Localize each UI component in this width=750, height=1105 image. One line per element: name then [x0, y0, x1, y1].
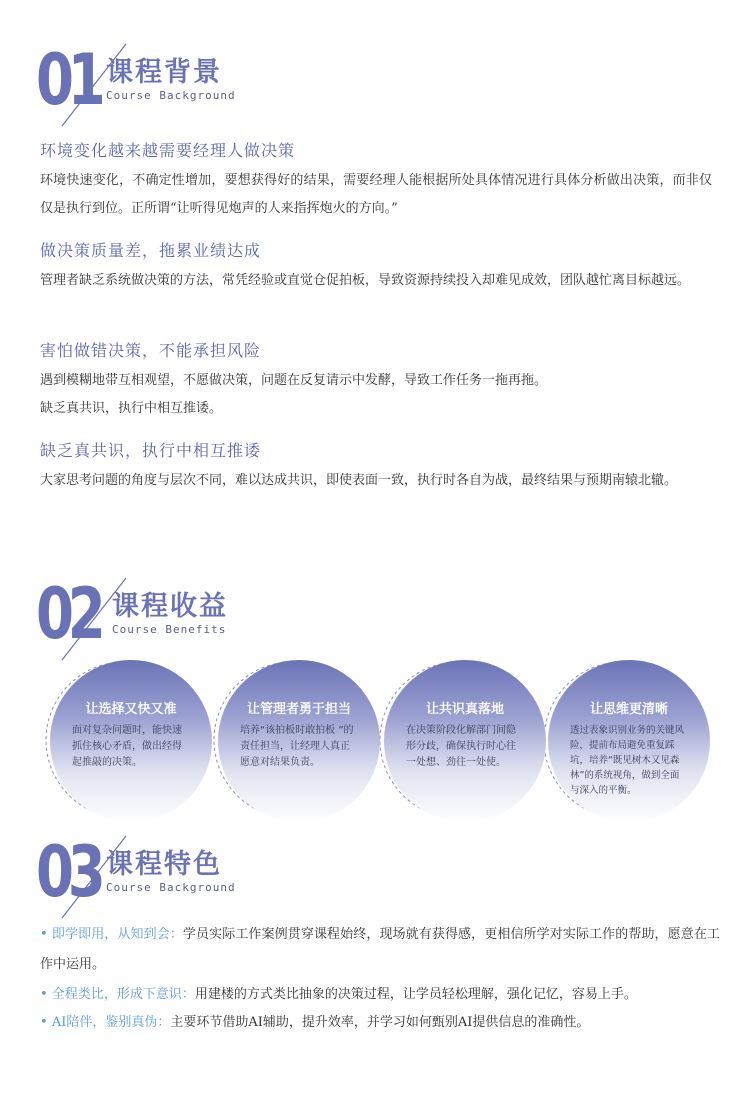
- feature-lead: 即学即用，从知到会：: [51, 927, 183, 942]
- feature-item: [40, 980, 720, 1010]
- section-number: 01: [36, 39, 100, 121]
- section-title: 课程背景: [106, 57, 222, 88]
- background-block: [40, 138, 712, 223]
- section-header-benefits: [36, 574, 296, 664]
- block-heading: 缺乏真共识，执行中相互推诿: [40, 441, 262, 460]
- block-body: 管理者缺乏系统做决策的方法，常凭经验或直觉仓促拍板，导致资源持续投入却难见成效，团队越忙离目标越远。: [40, 273, 691, 288]
- feature-lead: AI陪伴，鉴别真伪：: [51, 1015, 171, 1030]
- benefit-title: 让共识真落地: [425, 702, 504, 717]
- bullet-icon: •: [40, 1015, 48, 1030]
- benefit-title: 让管理者勇于担当: [246, 702, 351, 717]
- bullet-icon: •: [40, 987, 48, 1002]
- benefit-circle: [218, 660, 380, 822]
- section-header-background: [36, 40, 296, 130]
- background-block: [40, 338, 712, 423]
- section-title: 课程收益: [112, 591, 228, 622]
- feature-lead: 全程类比，形成下意识：: [51, 987, 195, 1002]
- benefit-circle: [384, 660, 546, 822]
- feature-text: 主要环节借助AI辅助，提升效率，并学习如何甄别AI提供信息的准确性。: [170, 1015, 590, 1030]
- block-heading: 环境变化越来越需要经理人做决策: [40, 141, 296, 160]
- block-body: 环境快速变化，不确定性增加，要想获得好的结果，需要经理人能根据所处具体情况进行具体分析做出决策，而非仅仅是执行到位。正所谓“让听得见炮声的人来指挥炮火的方向。”: [40, 173, 712, 216]
- section-subtitle: Course Benefits: [112, 623, 227, 636]
- section-number: 02: [36, 573, 100, 655]
- background-block: [40, 238, 712, 295]
- block-heading: 做决策质量差，拖累业绩达成: [40, 241, 262, 260]
- feature-text: 用建楼的方式类比抽象的决策过程，让学员轻松理解，强化记忆，容易上手。: [194, 987, 637, 1002]
- benefit-text: 培养“该拍板时敢拍板 ”的责任担当，让经理人真正愿意对结果负责。: [240, 725, 354, 768]
- benefit-title: 让选择又快又准: [85, 702, 177, 717]
- feature-item: [40, 920, 720, 980]
- block-heading: 害怕做错决策，不能承担风险: [40, 341, 262, 360]
- benefits-circles: [32, 660, 722, 830]
- section-subtitle: Course Background: [106, 881, 236, 894]
- benefit-circle: [50, 660, 212, 822]
- section-subtitle: Course Background: [106, 89, 236, 102]
- benefit-text: 透过表象识别业务的关键风险，提前布局避免重复踩坑，培养“既见树木又见森林”的系统视角，做到全面与深入的平衡。: [570, 725, 685, 796]
- benefit-text: 在决策阶段化解部门间隐形分歧，确保执行时心往一处想、劲往一处使。: [406, 725, 516, 768]
- feature-text: 学员实际工作案例贯穿课程始终，现场就有获得感，更相信所学对实际工作的帮助，愿意在工作中运用。: [40, 927, 720, 972]
- section-header-features: [36, 832, 296, 922]
- bullet-icon: •: [40, 927, 48, 942]
- benefit-text: 面对复杂问题时，能快速抓住核心矛盾，做出经得起推敲的决策。: [72, 725, 182, 768]
- benefit-title: 让思维更清晰: [589, 702, 668, 717]
- section-number: 03: [36, 831, 100, 913]
- section-title: 课程特色: [106, 849, 222, 880]
- feature-item: [40, 1008, 720, 1038]
- block-body: 大家思考问题的角度与层次不同，难以达成共识，即使表面一致，执行时各自为战，最终结果与预期南辕北辙。: [40, 473, 678, 488]
- block-body-extra: 缺乏真共识，执行中相互推诿。: [40, 401, 223, 416]
- block-body: 遇到模糊地带互相观望，不愿做决策，问题在反复请示中发酵，导致工作任务一拖再拖。: [40, 373, 548, 388]
- background-block: [40, 438, 712, 495]
- benefit-circle: [548, 660, 710, 822]
